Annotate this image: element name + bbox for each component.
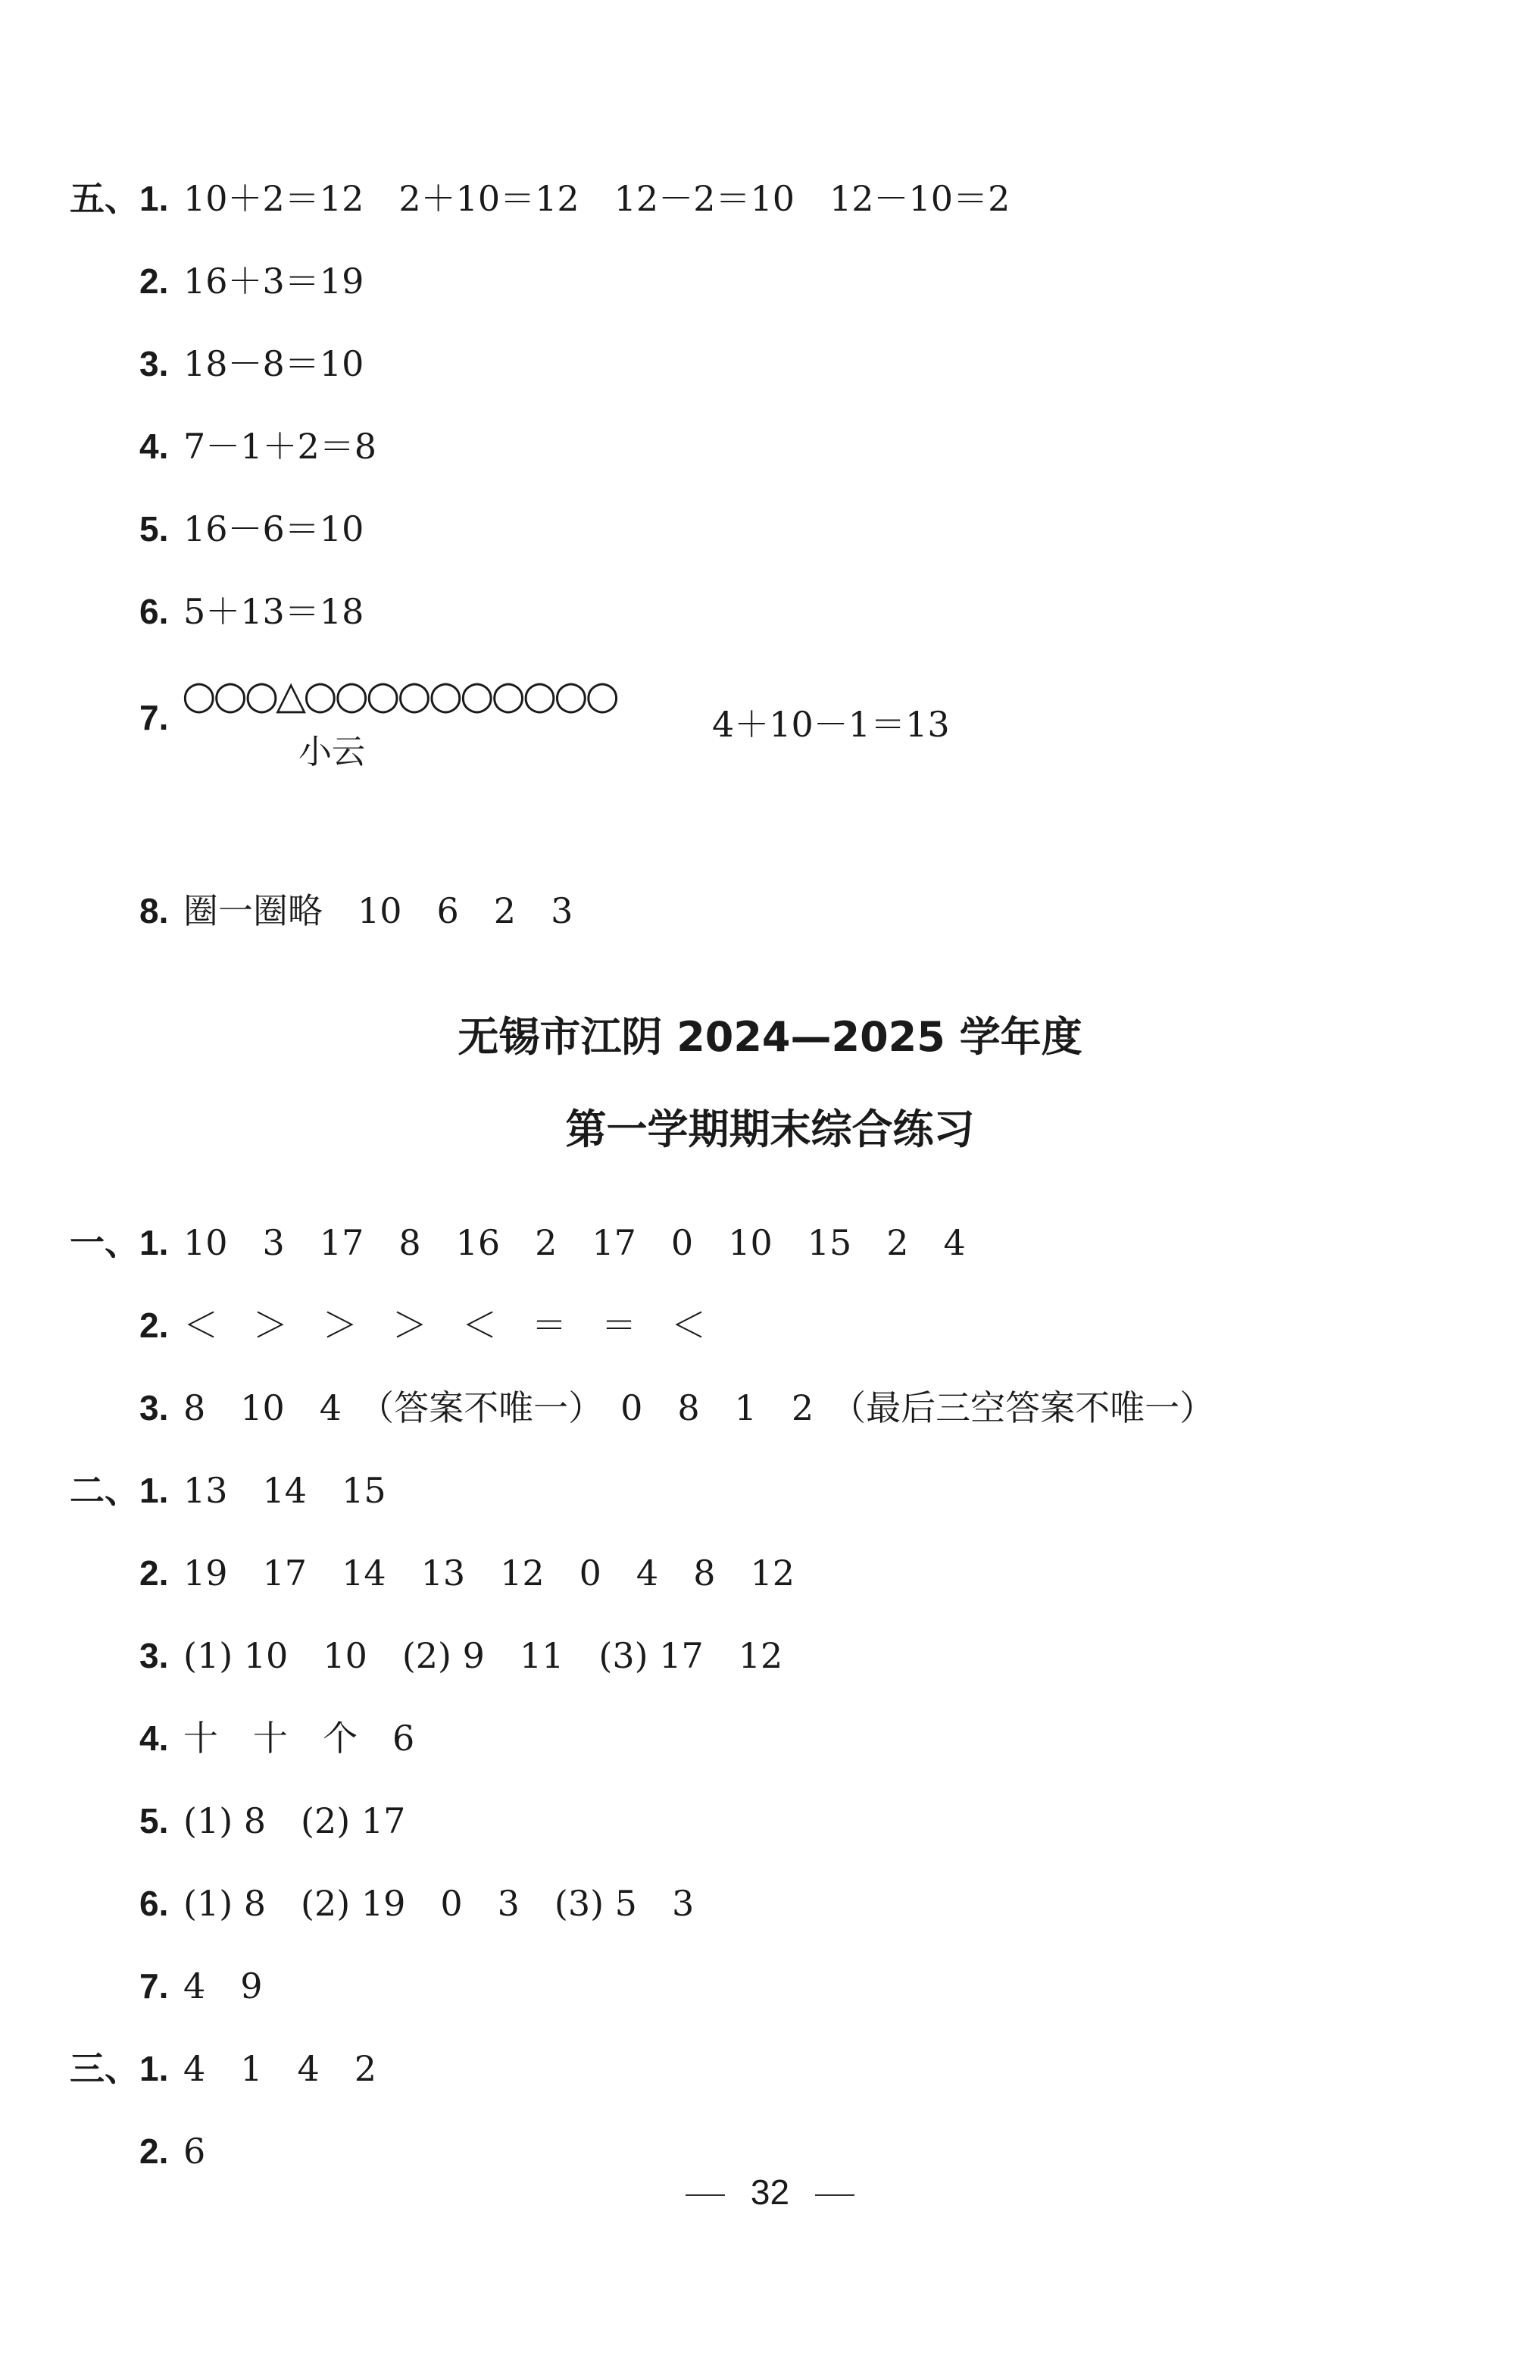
answer-text: 8 10 4 （答案不唯一） 0 8 1 2 （最后三空答案不唯一） [183, 1387, 1215, 1428]
question-number: 1. [139, 1471, 169, 1510]
answer-text: 10 3 17 8 16 2 17 0 10 15 2 4 [183, 1222, 966, 1263]
position-label: 小云 [298, 733, 365, 771]
question-number: 1. [139, 179, 169, 218]
part1-q1-line [0, 1220, 966, 1265]
part3-q1-line [0, 2046, 376, 2091]
answer-text: 10＋2＝12 2＋10＝12 12－2＝10 12－10＝2 [183, 178, 1011, 219]
question-number [139, 697, 183, 738]
section-label: 五、 [70, 178, 139, 219]
part5-q8-line [0, 888, 573, 934]
question-number: 4. [139, 427, 169, 466]
answer-text: 13 14 15 [183, 1470, 386, 1511]
part2-q2-line [0, 1550, 795, 1596]
answer-text: 19 17 14 13 12 0 4 8 12 [183, 1553, 795, 1593]
footer-dash-left [686, 2194, 725, 2196]
part1-q2-line [0, 1303, 706, 1348]
answer-text: (1) 8 (2) 17 [183, 1800, 406, 1841]
section-label: 二、 [70, 1470, 139, 1511]
question-number: 2. [139, 1553, 169, 1593]
answer-text: 圈一圈略 10 6 2 3 [183, 890, 573, 931]
answer-text: 4 1 4 2 [183, 2048, 377, 2089]
part5-q1-line [0, 176, 1010, 221]
exam-subtitle: 第一学期期末综合练习 [565, 1106, 975, 1153]
question-number: 6. [139, 1884, 169, 1923]
question-number: 4. [139, 1719, 169, 1758]
part5-q2-line [0, 258, 364, 304]
part2-q4-line [0, 1715, 414, 1761]
question-number-text: 7. [139, 698, 169, 737]
part2-q7-line [0, 1963, 263, 2009]
part5-q4-line [0, 424, 376, 469]
part5-q3-line [0, 341, 364, 386]
section-label: 三、 [70, 2048, 139, 2089]
exam-title: 无锡市江阴 2024—2025 学年度 [458, 1013, 1082, 1061]
part2-q1-line [0, 1468, 386, 1513]
answer-text: 4 9 [183, 1966, 263, 2006]
question-number: 8. [139, 891, 169, 930]
question-number: 3. [139, 1636, 169, 1675]
page-footer [0, 2172, 1540, 2213]
question-number: 7. [139, 1966, 169, 2006]
answer-text: 16＋3＝19 [183, 261, 364, 302]
answer-text: 6 [183, 2131, 206, 2172]
question-number: 2. [139, 2131, 169, 2171]
part2-q6-line [0, 1881, 694, 1926]
question-number: 6. [139, 592, 169, 631]
question-number: 1. [139, 2049, 169, 2088]
section-label: 一、 [70, 1222, 139, 1263]
answer-text: 7－1＋2＝8 [183, 426, 377, 467]
answer-text: (1) 10 10 (2) 9 11 (3) 17 12 [183, 1635, 783, 1676]
part5-q6-line [0, 589, 364, 634]
question-number: 1. [139, 1223, 169, 1262]
answer-text: (1) 8 (2) 19 0 3 (3) 5 3 [183, 1883, 695, 1924]
question-number: 3. [139, 344, 169, 383]
answer-text: 5＋13＝18 [183, 591, 364, 632]
question-number: 3. [139, 1388, 169, 1428]
part2-q5-line [0, 1798, 405, 1844]
question-number: 2. [139, 1306, 169, 1345]
question-number: 2. [139, 261, 169, 301]
answer-text: 16－6＝10 [183, 508, 364, 549]
footer-dash-right [815, 2194, 854, 2196]
answer-text: ＜ ＞ ＞ ＞ ＜ ＝ ＝ ＜ [183, 1305, 706, 1346]
answer-text: 18－8＝10 [183, 343, 364, 384]
answer-text: 4＋10－1＝13 [712, 704, 950, 745]
shape-sequence: ○○○△○○○○○○○○○○ [182, 673, 617, 718]
question-number: 5. [139, 509, 169, 549]
part1-q3-line [0, 1385, 1214, 1431]
part2-q3-line [0, 1633, 782, 1678]
question-number: 5. [139, 1801, 169, 1841]
part3-q2-line [0, 2128, 205, 2174]
part5-q5-line [0, 506, 364, 552]
page-number: 32 [750, 2172, 790, 2212]
answer-text: 十 十 个 6 [183, 1718, 415, 1759]
